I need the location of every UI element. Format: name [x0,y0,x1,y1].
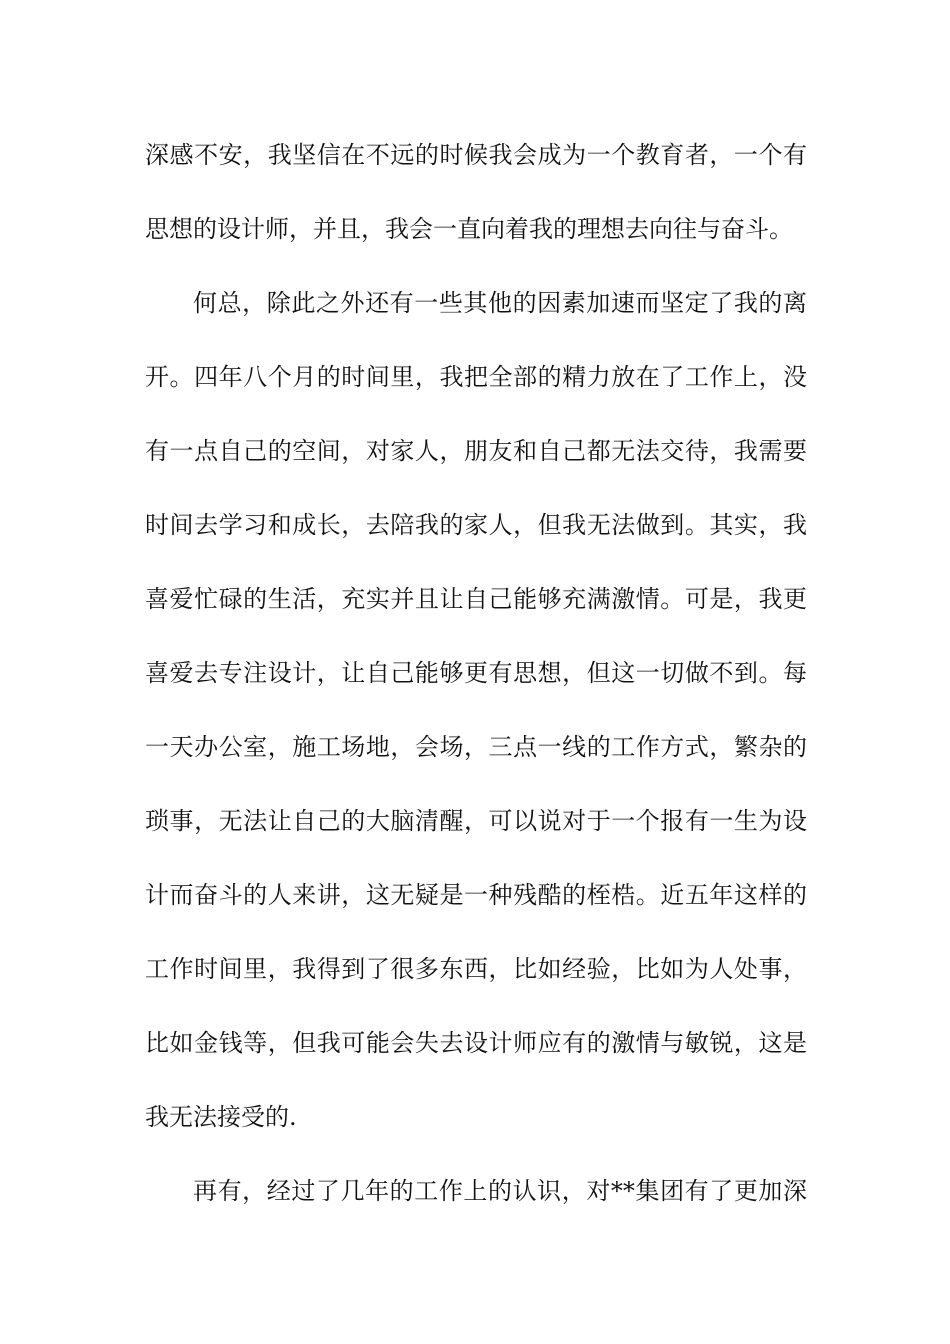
text-line: 开。四年八个月的时间里，我把全部的精力放在了工作上，没 [145,363,807,391]
text-line: 工作时间里，我得到了很多东西，比如经验，比如为人处事， [145,955,807,983]
text-line: 有一点自己的空间，对家人，朋友和自己都无法交待，我需要 [145,437,807,465]
paragraph-first-line: 再有，经过了几年的工作上的认识，对**集团有了更加深 [193,1177,807,1205]
text-line: 一天办公室，施工场地，会场，三点一线的工作方式，繁杂的 [145,733,807,761]
text-line: 思想的设计师，并且，我会一直向着我的理想去向往与奋斗。 [145,215,793,243]
body-text [145,118,807,1228]
text-line: 计而奋斗的人来讲，这无疑是一种残酷的桎梏。近五年这样的 [145,881,807,909]
text-line: 喜爱去专注设计，让自己能够更有思想，但这一切做不到。每 [145,659,807,687]
text-line: 琐事，无法让自己的大脑清醒，可以说对于一个报有一生为设 [145,807,807,835]
paragraph-first-line: 何总，除此之外还有一些其他的因素加速而坚定了我的离 [193,289,807,317]
text-line: 比如金钱等，但我可能会失去设计师应有的激情与敏锐，这是 [145,1029,807,1057]
text-line: 时间去学习和成长，去陪我的家人，但我无法做到。其实，我 [145,511,807,539]
text-line: 喜爱忙碌的生活，充实并且让自己能够充满激情。可是，我更 [145,585,807,613]
text-line: 深感不安，我坚信在不远的时候我会成为一个教育者，一个有 [145,141,807,169]
paragraph-last-line: 我无法接受的. [145,1103,297,1131]
